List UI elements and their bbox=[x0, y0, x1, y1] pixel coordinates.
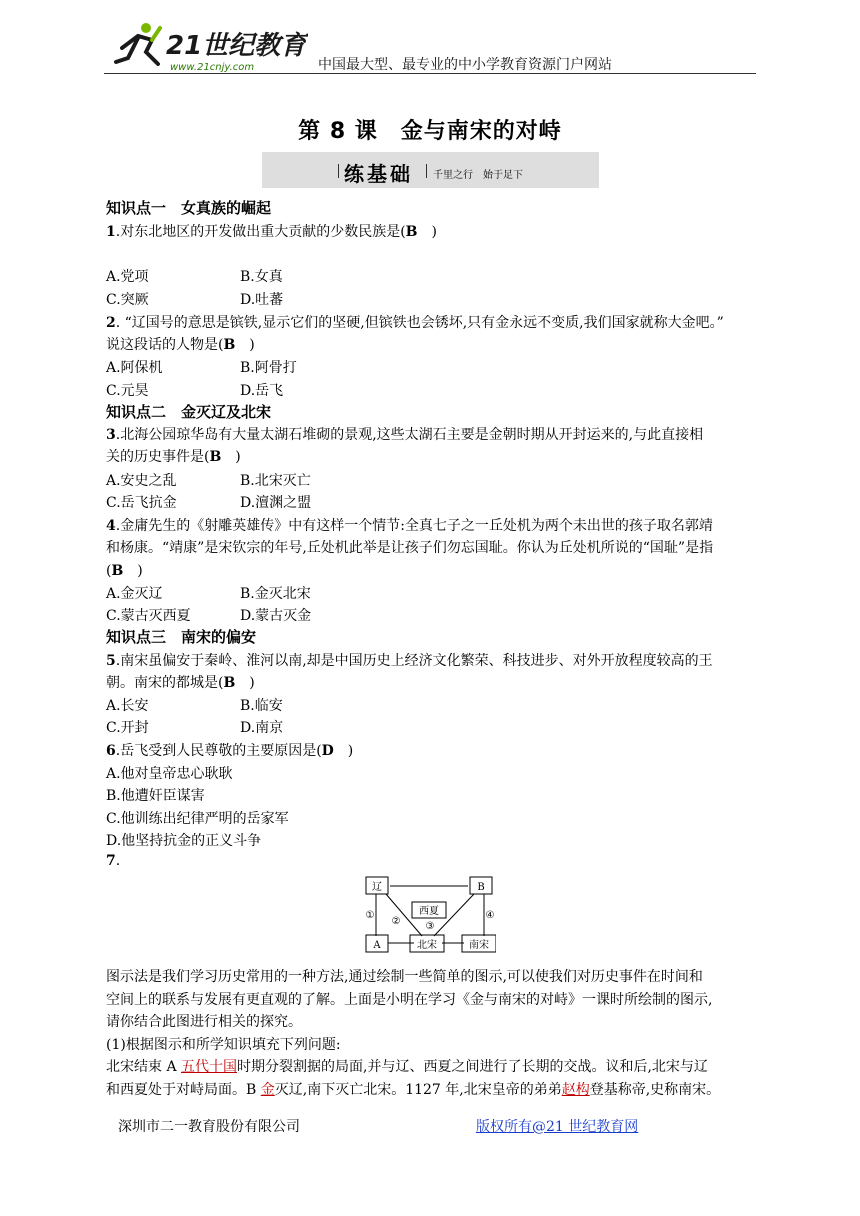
label-nansong: 南宋 bbox=[469, 940, 489, 951]
fill-line-1 bbox=[106, 1056, 708, 1076]
option: D.吐蕃 bbox=[240, 292, 284, 308]
section-heading: 知识点一 女真族的崛起 bbox=[106, 199, 272, 217]
label-b: B bbox=[477, 882, 485, 893]
question-text: .对东北地区的开发做出重大贡献的少数民族是( bbox=[115, 224, 406, 240]
logo-url: www.21cnjy.com bbox=[170, 62, 255, 73]
label-a: A bbox=[373, 940, 381, 951]
section-banner bbox=[262, 152, 599, 188]
option: C.蒙古灭西夏 bbox=[106, 608, 191, 624]
option: A.长安 bbox=[106, 698, 149, 714]
answer: B bbox=[223, 337, 236, 353]
option: A.他对皇帝忠心耿耿 bbox=[106, 766, 233, 782]
connector-line bbox=[434, 894, 474, 936]
answer: B bbox=[209, 449, 222, 465]
option: C.突厥 bbox=[106, 292, 149, 308]
sub-question: (1)根据图示和所学知识填充下列问题: bbox=[106, 1037, 341, 1053]
answer: B bbox=[111, 563, 124, 579]
question-text: 朝。南宋的都城是( bbox=[106, 675, 224, 691]
option: A.阿保机 bbox=[106, 360, 163, 376]
fill-text: 登基称帝,史称南宋。 bbox=[589, 1082, 721, 1098]
option: B.他遭奸臣谋害 bbox=[106, 788, 205, 804]
question-text: . “辽国号的意思是镔铁,显示它们的坚硬,但镔铁也会锈坏,只有金永远不变质,我们国家就称大金吧。” bbox=[115, 315, 724, 331]
question-number: 3 bbox=[106, 427, 116, 443]
label-n1: ① bbox=[365, 910, 375, 921]
option: B.阿骨打 bbox=[240, 360, 297, 376]
lesson-title: 第 8 课 金与南宋的对峙 bbox=[298, 119, 562, 144]
question-close: ) bbox=[417, 224, 437, 240]
question-3-line2 bbox=[106, 446, 241, 466]
section-heading: 知识点三 南宋的偏安 bbox=[106, 628, 257, 646]
banner-sub-label: 千里之行 始于足下 bbox=[433, 170, 523, 181]
fill-text: 时期分裂割据的局面,并与辽、西夏之间进行了长期的交战。议和后,北宋与辽 bbox=[237, 1059, 708, 1075]
question-close: ) bbox=[123, 563, 143, 579]
question-text: 关的历史事件是( bbox=[106, 449, 210, 465]
paragraph-line: 图示法是我们学习历史常用的一种方法,通过绘制一些简单的图示,可以使我们对历史事件在时间和 bbox=[106, 969, 703, 985]
question-4-line3 bbox=[106, 560, 143, 580]
option: D.澶渊之盟 bbox=[240, 495, 312, 511]
option: D.南京 bbox=[240, 720, 284, 736]
option: D.他坚持抗金的正义斗争 bbox=[106, 833, 262, 849]
site-logo bbox=[108, 18, 308, 74]
question-7 bbox=[106, 853, 120, 869]
question-close: ) bbox=[235, 675, 255, 691]
label-beisong: 北宋 bbox=[417, 940, 437, 951]
question-dot: . bbox=[115, 853, 121, 869]
fill-text: 灭辽,南下灭亡北宋。1127 年,北宋皇帝的弟弟 bbox=[274, 1082, 562, 1098]
question-text: .岳飞受到人民尊敬的主要原因是( bbox=[115, 743, 322, 759]
fill-text: 和西夏处于对峙局面。B bbox=[106, 1082, 261, 1098]
option: B.女真 bbox=[240, 269, 283, 285]
label-liao: 辽 bbox=[372, 882, 382, 893]
question-5 bbox=[106, 650, 713, 670]
answer: D bbox=[321, 743, 334, 759]
option: D.蒙古灭金 bbox=[240, 608, 312, 624]
fill-line-2 bbox=[106, 1079, 720, 1099]
banner-main-label: 练基础 bbox=[344, 162, 413, 186]
banner-divider-right bbox=[426, 164, 427, 178]
question-number: 4 bbox=[106, 518, 116, 534]
question-1 bbox=[106, 221, 437, 241]
footer-company: 深圳市二一教育股份有限公司 bbox=[118, 1119, 300, 1135]
question-text: .北海公园琼华岛有大量太湖石堆砌的景观,这些太湖石主要是金朝时期从开封运来的,与此直接相 bbox=[115, 427, 704, 443]
option: A.党项 bbox=[106, 269, 149, 285]
option: D.岳飞 bbox=[240, 383, 284, 399]
question-close: ) bbox=[221, 449, 241, 465]
runner-icon bbox=[116, 23, 160, 64]
header-divider bbox=[104, 73, 756, 74]
question-text: 说这段话的人物是( bbox=[106, 337, 224, 353]
question-2-line2 bbox=[106, 334, 255, 354]
answer: B bbox=[223, 675, 236, 691]
option: C.开封 bbox=[106, 720, 149, 736]
banner-divider-left bbox=[338, 164, 339, 178]
label-n4: ④ bbox=[485, 910, 495, 921]
option: B.北宋灭亡 bbox=[240, 473, 311, 489]
option: A.金灭辽 bbox=[106, 586, 163, 602]
label-n3: ③ bbox=[425, 921, 435, 932]
question-3 bbox=[106, 424, 703, 444]
question-text: .金庸先生的《射雕英雄传》中有这样一个情节:全真七子之一丘处机为两个未出世的孩子取名郭靖 bbox=[115, 518, 713, 534]
paragraph-line: 请你结合此图进行相关的探究。 bbox=[106, 1014, 302, 1030]
option: C.岳飞抗金 bbox=[106, 495, 177, 511]
history-diagram bbox=[364, 874, 496, 956]
option: C.元昊 bbox=[106, 383, 149, 399]
fill-answer: 五代十国 bbox=[181, 1059, 238, 1075]
question-4 bbox=[106, 515, 713, 535]
question-5-line2 bbox=[106, 672, 255, 692]
section-heading: 知识点二 金灭辽及北宋 bbox=[106, 403, 272, 421]
question-6 bbox=[106, 740, 353, 760]
question-number: 6 bbox=[106, 743, 116, 759]
fill-answer: 赵构 bbox=[561, 1082, 590, 1098]
paragraph-line: 空间上的联系与发展有更直观的了解。上面是小明在学习《金与南宋的对峙》一课时所绘制的图示, bbox=[106, 992, 713, 1008]
question-close: ) bbox=[333, 743, 354, 759]
question-number: 1 bbox=[106, 224, 116, 240]
fill-answer: 金 bbox=[260, 1082, 275, 1098]
option: B.临安 bbox=[240, 698, 283, 714]
question-number: 7 bbox=[106, 853, 116, 869]
question-number: 2 bbox=[106, 315, 116, 331]
question-2 bbox=[106, 312, 724, 332]
answer: B bbox=[405, 224, 418, 240]
question-close: ) bbox=[235, 337, 255, 353]
label-n2: ② bbox=[391, 916, 401, 927]
question-4-line2: 和杨康。“靖康”是宋钦宗的年号,丘处机此举是让孩子们勿忘国耻。你认为丘处机所说的“国耻”是指 bbox=[106, 540, 714, 556]
question-text: .南宋虽偏安于秦岭、淮河以南,却是中国历史上经济文化繁荣、科技进步、对外开放程度较高的王 bbox=[115, 653, 713, 669]
question-open: ( bbox=[106, 563, 112, 579]
fill-text: 北宋结束 A bbox=[106, 1059, 182, 1075]
header-tagline: 中国最大型、最专业的中小学教育资源门户网站 bbox=[318, 57, 612, 73]
option: B.金灭北宋 bbox=[240, 586, 311, 602]
option: A.安史之乱 bbox=[106, 473, 177, 489]
option: C.他训练出纪律严明的岳家军 bbox=[106, 811, 289, 827]
footer-copyright-link[interactable]: 版权所有@21 世纪教育网 bbox=[476, 1119, 639, 1135]
label-xixia: 西夏 bbox=[419, 906, 439, 917]
logo-text: 21世纪教育 bbox=[166, 31, 307, 61]
connector-line bbox=[386, 894, 422, 936]
question-number: 5 bbox=[106, 653, 116, 669]
